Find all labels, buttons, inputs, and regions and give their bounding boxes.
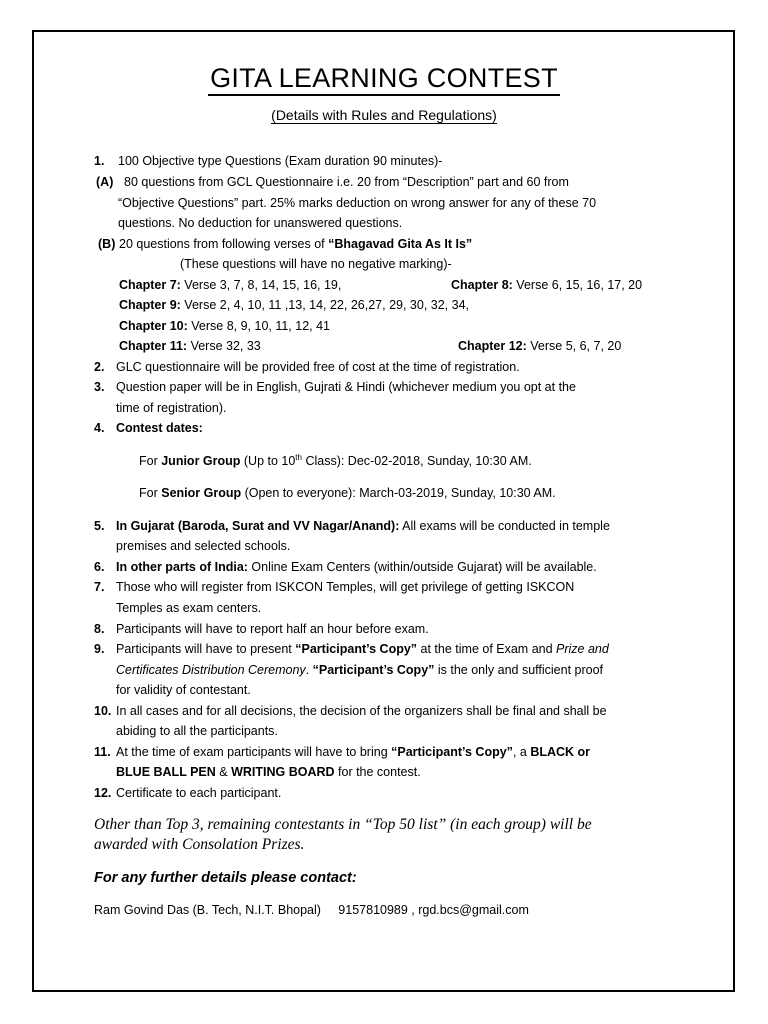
- item-7-line2: Temples as exam centers.: [116, 601, 262, 615]
- chapter-12: Chapter 12: Verse 5, 6, 7, 20: [458, 339, 622, 353]
- item-number: 12.: [94, 786, 112, 800]
- item-10-line1: In all cases and for all decisions, the decision of the organizers shall be final and shall be: [116, 704, 607, 718]
- item-8-text: Participants will have to report half an hour before exam.: [116, 622, 429, 636]
- contact-heading: For any further details please contact:: [94, 870, 357, 886]
- item-6-text: In other parts of India: Online Exam Centers (within/outside Gujarat) will be available.: [116, 560, 597, 574]
- page-subtitle: (Details with Rules and Regulations): [271, 107, 497, 123]
- chapter-10: Chapter 10: Verse 8, 9, 10, 11, 12, 41: [119, 319, 331, 333]
- item-9-line3: for validity of contestant.: [116, 683, 251, 697]
- item-1-text: 100 Objective type Questions (Exam duration 90 minutes)-: [118, 154, 443, 168]
- item-number: 5.: [94, 519, 105, 533]
- item-12-text: Certificate to each participant.: [116, 786, 282, 800]
- item-b-label: (B): [98, 237, 116, 251]
- chapter-7: Chapter 7: Verse 3, 7, 8, 14, 15, 16, 19,: [119, 278, 342, 292]
- contact-info: Ram Govind Das (B. Tech, N.I.T. Bhopal) 9157810989 , rgd.bcs@gmail.com: [94, 903, 529, 917]
- item-3-line1: Question paper will be in English, Gujrati & Hindi (whichever medium you opt at the: [116, 380, 576, 394]
- item-number: 2.: [94, 360, 105, 374]
- senior-group-date: For Senior Group (Open to everyone): March-03-2019, Sunday, 10:30 AM.: [139, 486, 556, 500]
- item-7-line1: Those who will register from ISKCON Temples, will get privilege of getting ISKCON: [116, 580, 575, 594]
- item-number: 8.: [94, 622, 105, 636]
- item-9-line2: Certificates Distribution Ceremony. “Participant’s Copy” is the only and sufficient proof: [116, 663, 604, 677]
- item-number: 4.: [94, 421, 105, 435]
- chapter-8: Chapter 8: Verse 6, 15, 16, 17, 20: [451, 278, 643, 292]
- page-title: GITA LEARNING CONTEST: [0, 62, 768, 94]
- item-number: 6.: [94, 560, 105, 574]
- item-a-line2: “Objective Questions” part. 25% marks deduction on wrong answer for any of these 70: [118, 196, 597, 210]
- item-number: 9.: [94, 642, 105, 656]
- item-4-text: Contest dates:: [116, 421, 203, 435]
- junior-group-date: For Junior Group (Up to 10th Class): Dec-02-2018, Sunday, 10:30 AM.: [139, 452, 532, 468]
- chapter-11: Chapter 11: Verse 32, 33: [119, 339, 261, 353]
- item-5-line1: In Gujarat (Baroda, Surat and VV Nagar/Anand): All exams will be conducted in temple: [116, 519, 610, 533]
- item-a-line3: questions. No deduction for unanswered questions.: [118, 216, 403, 230]
- consolation-line2: awarded with Consolation Prizes.: [94, 836, 305, 853]
- item-11-line2: BLUE BALL PEN & WRITING BOARD for the contest.: [116, 765, 421, 779]
- item-3-line2: time of registration).: [116, 401, 227, 415]
- item-number: 7.: [94, 580, 105, 594]
- item-number: 3.: [94, 380, 105, 394]
- item-11-line1: At the time of exam participants will have to bring “Participant’s Copy”, a BLACK or: [116, 745, 591, 759]
- item-b-line1: 20 questions from following verses of “Bhagavad Gita As It Is”: [119, 237, 473, 251]
- consolation-note: [94, 815, 592, 855]
- item-number: 1.: [94, 154, 105, 168]
- item-number: 10.: [94, 704, 112, 718]
- item-9-line1: Participants will have to present “Participant’s Copy” at the time of Exam and Prize and: [116, 642, 609, 656]
- item-10-line2: abiding to all the participants.: [116, 724, 278, 738]
- consolation-line1: Other than Top 3, remaining contestants in “Top 50 list” (in each group) will be: [94, 816, 592, 833]
- chapter-9: Chapter 9: Verse 2, 4, 10, 11 ,13, 14, 22, 26,27, 29, 30, 32, 34,: [119, 298, 470, 312]
- item-b-note: (These questions will have no negative marking)-: [180, 257, 452, 271]
- item-5-line2: premises and selected schools.: [116, 539, 291, 553]
- item-2-text: GLC questionnaire will be provided free of cost at the time of registration.: [116, 360, 520, 374]
- item-number: 11.: [94, 745, 111, 759]
- item-a-label: (A): [96, 175, 114, 189]
- item-a-line1: 80 questions from GCL Questionnaire i.e. 20 from “Description” part and 60 from: [124, 175, 569, 189]
